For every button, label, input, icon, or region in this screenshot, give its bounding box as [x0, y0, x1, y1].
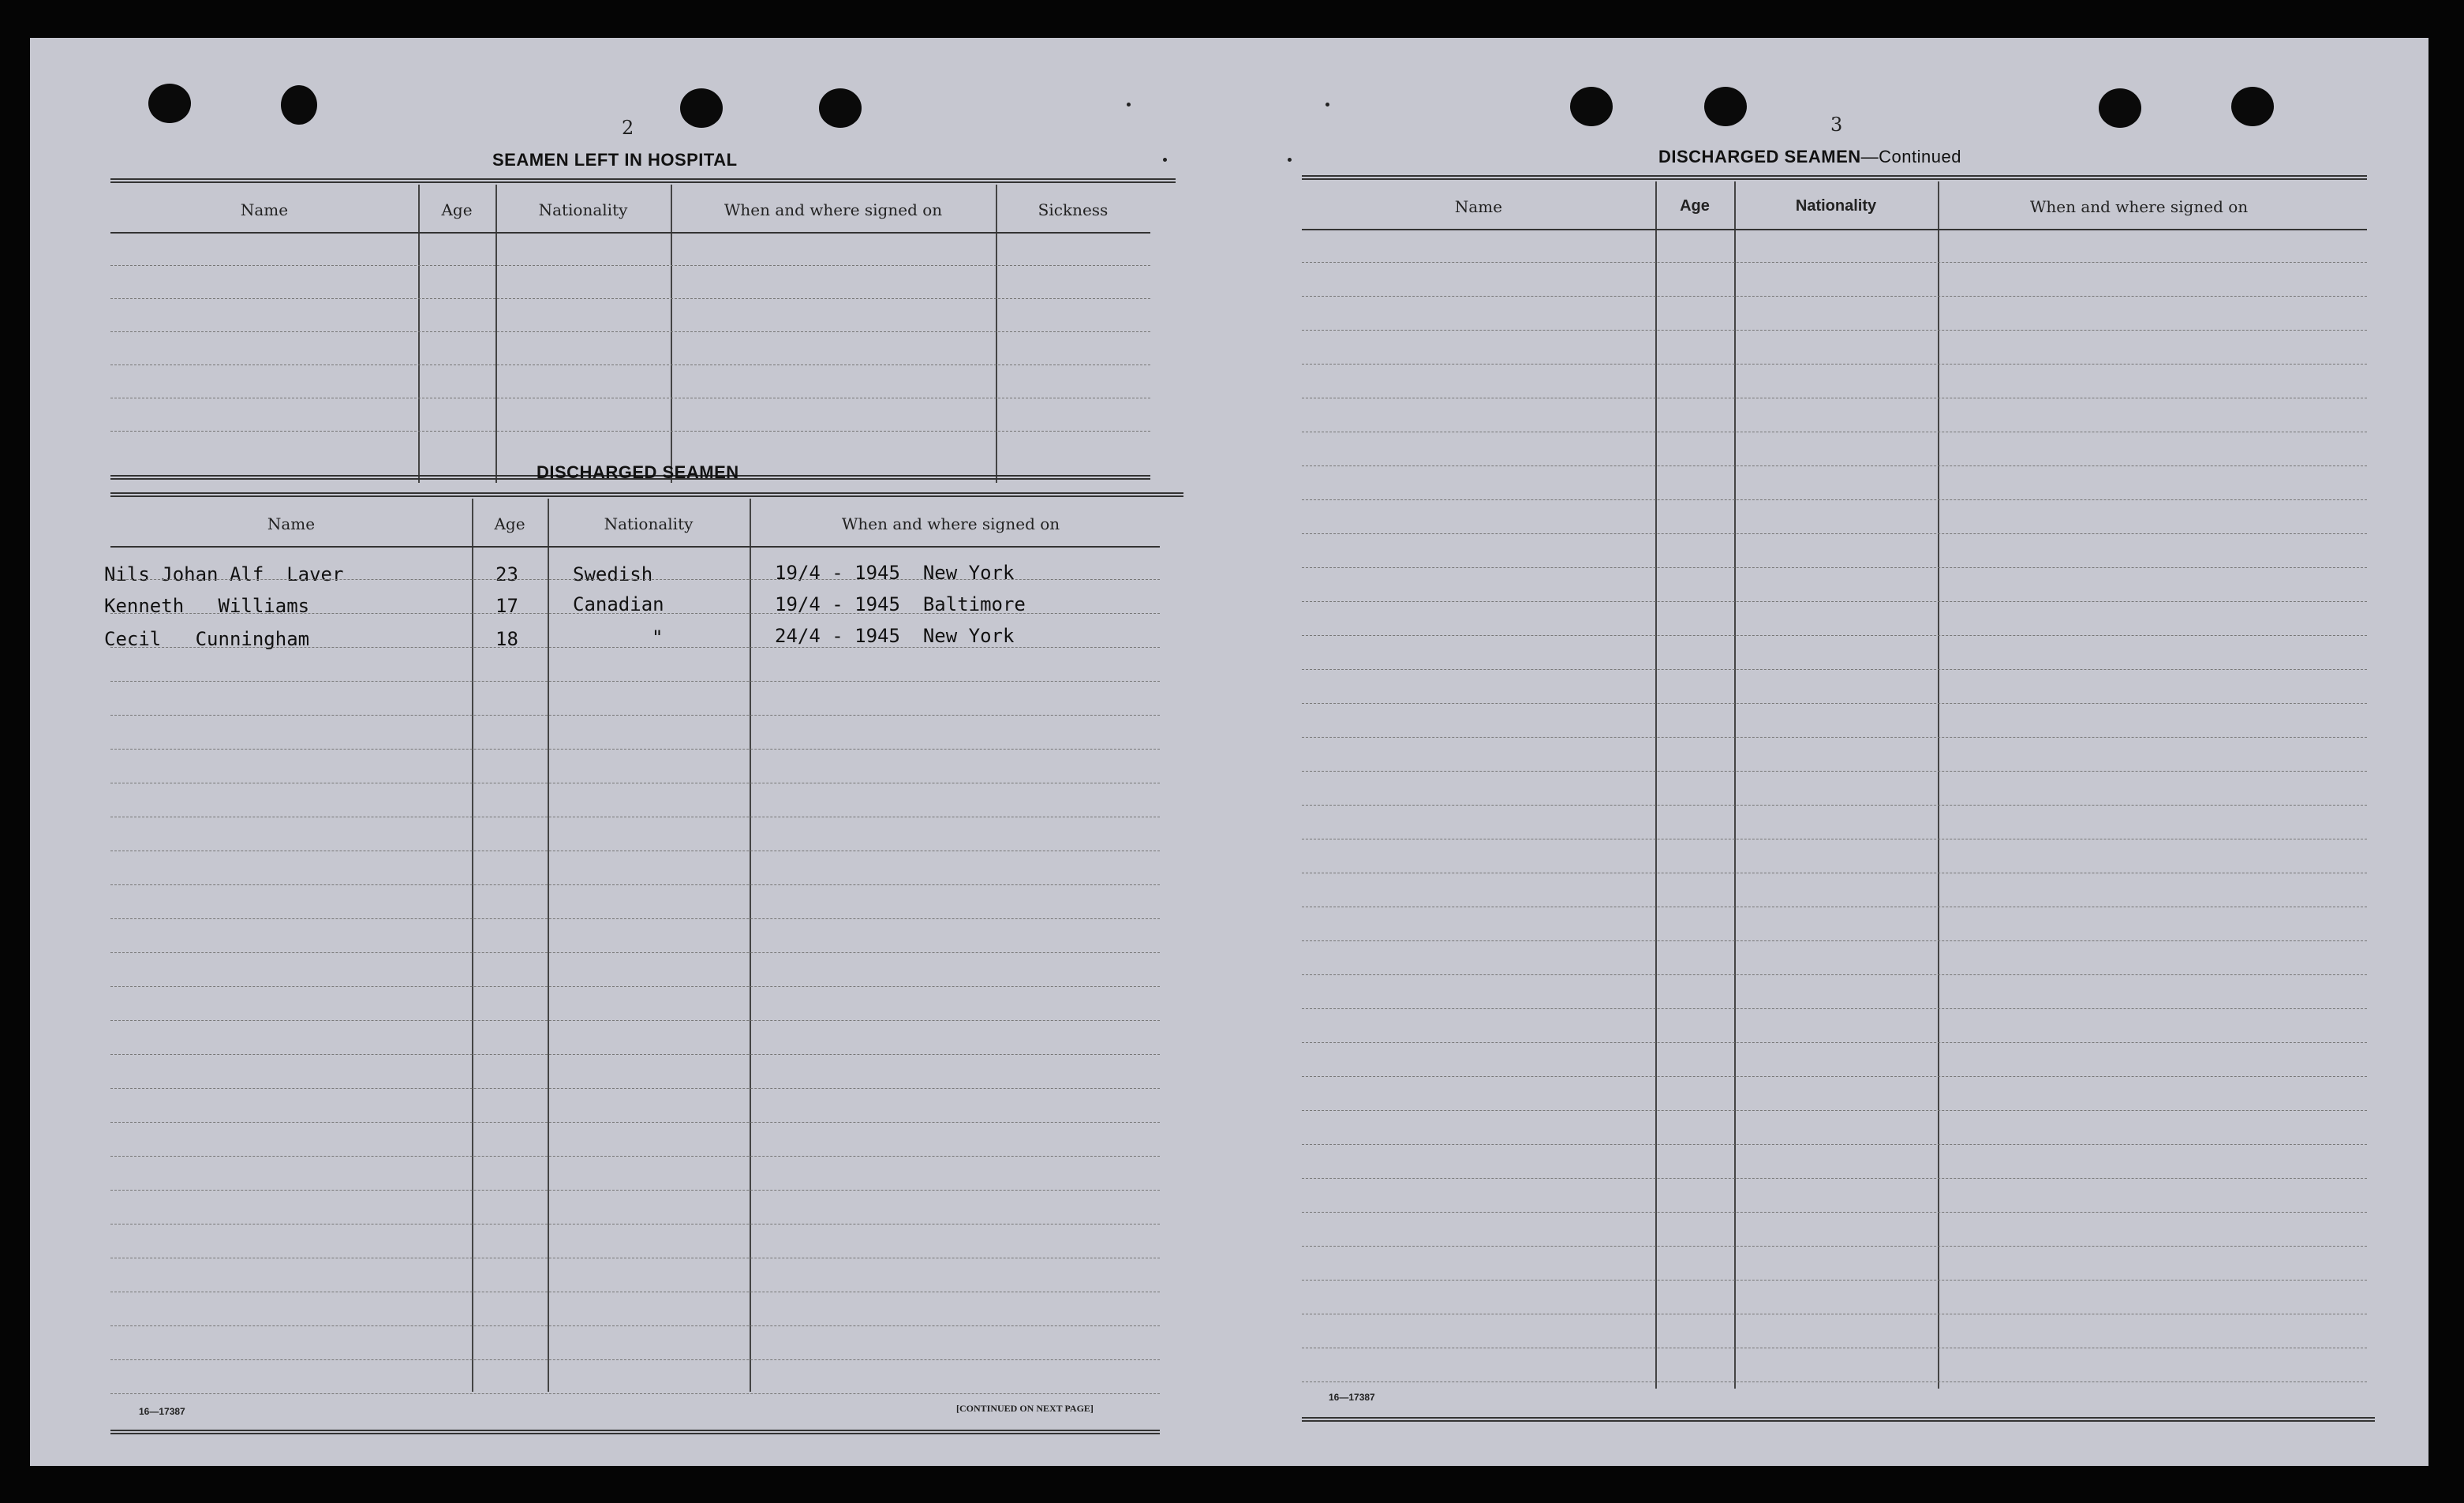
row-rule: [1302, 771, 2367, 772]
seaman-age: 17: [495, 595, 518, 617]
punch-hole: [281, 85, 317, 125]
row-rule: [110, 1122, 1160, 1123]
row-rule: [1302, 1008, 2367, 1009]
row-rule: [110, 647, 1160, 648]
header-rule: [110, 232, 1150, 234]
hospital-title: SEAMEN LEFT IN HOSPITAL: [492, 150, 738, 170]
row-rule: [110, 884, 1160, 885]
row-rule: [1302, 1144, 2367, 1145]
row-rule: [1302, 1110, 2367, 1111]
row-rule: [110, 1020, 1160, 1021]
row-rule: [1302, 364, 2367, 365]
col-header-nationality: Nationality: [1795, 197, 1877, 215]
row-rule: [110, 1156, 1160, 1157]
hospital-table: [110, 178, 1176, 483]
punch-hole: [1704, 87, 1747, 126]
seaman-name: Nils Johan Alf Laver: [104, 563, 344, 585]
row-rule: [1302, 1178, 2367, 1179]
punch-hole: [819, 88, 862, 128]
punch-hole: [148, 84, 191, 123]
row-rule: [1302, 567, 2367, 568]
column-divider: [671, 185, 672, 483]
row-rule: [110, 1054, 1160, 1055]
col-header-age: Age: [441, 200, 473, 219]
discharged-title: DISCHARGED SEAMEN: [537, 462, 739, 482]
page-number: 2: [622, 117, 634, 139]
col-header-sickness: Sickness: [1038, 200, 1109, 219]
row-rule: [1302, 330, 2367, 331]
col-header-signed-on: When and where signed on: [841, 514, 1060, 533]
seaman-age: 18: [495, 628, 518, 650]
row-rule: [1302, 805, 2367, 806]
row-rule: [1302, 1246, 2367, 1247]
row-rule: [1302, 1381, 2367, 1382]
punch-hole: [680, 88, 723, 128]
row-rule: [1302, 533, 2367, 534]
row-rule: [1302, 296, 2367, 297]
row-rule: [110, 613, 1160, 614]
col-header-name: Name: [267, 514, 316, 533]
row-rule: [110, 715, 1160, 716]
column-divider: [418, 185, 420, 483]
punch-hole: [2231, 87, 2274, 126]
row-rule: [110, 1088, 1160, 1089]
row-rule: [1302, 262, 2367, 263]
seaman-nationality: Swedish: [573, 563, 653, 585]
row-rule: [1302, 1042, 2367, 1043]
speck: [1288, 158, 1292, 162]
seaman-name: Kenneth Williams: [104, 595, 310, 617]
col-header-signed-on: When and where signed on: [2029, 197, 2249, 216]
row-rules: [110, 492, 1160, 1434]
row-rule: [1302, 1212, 2367, 1213]
column-divider: [996, 185, 997, 483]
col-header-nationality: Nationality: [538, 200, 628, 219]
row-rule: [110, 681, 1160, 682]
row-rule: [110, 1325, 1160, 1326]
page-number: 3: [1830, 114, 1843, 136]
seaman-nationality: Canadian: [573, 593, 664, 615]
row-rule: [110, 331, 1150, 332]
discharged-table: [104, 492, 1183, 1434]
row-rule: [1302, 499, 2367, 500]
row-rule: [1302, 703, 2367, 704]
punch-hole: [1570, 87, 1613, 126]
row-rule: [110, 1190, 1160, 1191]
row-rule: [1302, 974, 2367, 975]
title-suffix: —Continued: [1860, 147, 1961, 166]
seaman-signed-on: 19/4 - 1945 Baltimore: [775, 593, 1026, 615]
form-number: 16—17387: [1329, 1392, 1375, 1403]
table-bottom-rule: [1302, 1417, 2375, 1422]
row-rule: [110, 986, 1160, 987]
continued-note: [CONTINUED ON NEXT PAGE]: [956, 1403, 1094, 1414]
col-header-name: Name: [1454, 197, 1503, 216]
discharged-continued-table: [1302, 175, 2375, 1428]
seaman-signed-on: 24/4 - 1945 New York: [775, 625, 1015, 647]
row-rule: [110, 1359, 1160, 1360]
col-header-age: Age: [494, 514, 525, 533]
col-header-age: Age: [1680, 197, 1710, 215]
discharged-continued-title: [1658, 147, 1961, 167]
row-rule: [110, 298, 1150, 299]
col-header-name: Name: [240, 200, 289, 219]
row-rule: [1302, 1280, 2367, 1281]
row-rule: [110, 749, 1160, 750]
row-rule: [1302, 601, 2367, 602]
row-rule: [1302, 669, 2367, 670]
row-rule: [110, 265, 1150, 266]
seaman-name: Cecil Cunningham: [104, 628, 310, 650]
row-rule: [1302, 1076, 2367, 1077]
table-top-rule: [110, 178, 1176, 183]
row-rule: [1302, 940, 2367, 941]
row-rule: [1302, 737, 2367, 738]
seaman-signed-on: 19/4 - 1945 New York: [775, 562, 1015, 584]
row-rule: [110, 952, 1160, 953]
row-rule: [110, 579, 1160, 580]
punch-hole: [2099, 88, 2141, 128]
row-rule: [110, 918, 1160, 919]
row-rule: [110, 1393, 1160, 1394]
row-rules: [1302, 175, 2367, 1428]
row-rule: [110, 431, 1150, 432]
col-header-nationality: Nationality: [604, 514, 694, 533]
form-number: 16—17387: [139, 1406, 185, 1417]
seaman-nationality: ": [652, 626, 664, 649]
speck: [1127, 103, 1131, 107]
column-divider: [495, 185, 497, 483]
seaman-age: 23: [495, 563, 518, 585]
speck: [1325, 103, 1329, 107]
row-rule: [1302, 635, 2367, 636]
table-bottom-rule: [110, 1430, 1160, 1434]
col-header-signed-on: When and where signed on: [723, 200, 943, 219]
title-main: DISCHARGED SEAMEN: [1658, 147, 1861, 166]
row-rule: [1302, 465, 2367, 466]
speck: [1163, 158, 1167, 162]
document-sheet: [30, 38, 2428, 1466]
